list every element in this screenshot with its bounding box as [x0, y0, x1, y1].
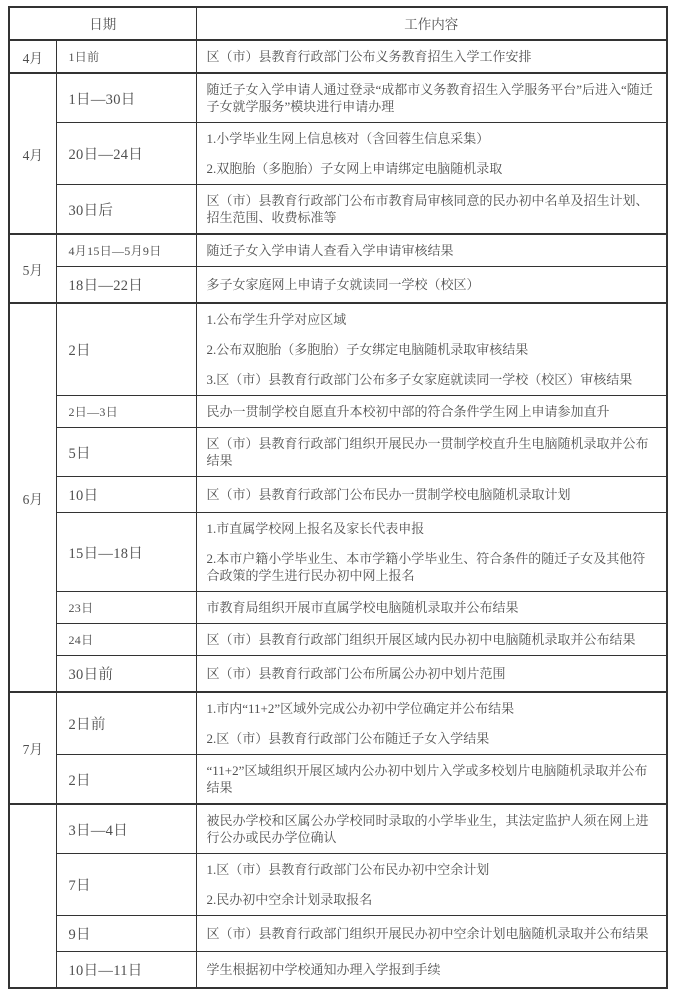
content-item: 1.市内“11+2”区域外完成公办初中学位确定并公布结果: [206, 701, 515, 716]
month-cell: [9, 804, 56, 988]
date-cell: 2日前: [56, 692, 196, 755]
table-row: [9, 624, 667, 656]
table-row: [9, 234, 667, 267]
date-cell: 15日—18日: [56, 513, 196, 592]
content-item: 1.市直属学校网上报名及家长代表申报: [206, 521, 425, 536]
date-cell: 24日: [56, 624, 196, 656]
content-item: 区（市）县教育行政部门公布民办一贯制学校电脑随机录取计划: [206, 487, 571, 502]
table-row: [9, 592, 667, 624]
table-row: [9, 185, 667, 235]
content-item: 2.民办初中空余计划录取报名: [206, 892, 373, 907]
content-item: 2.公布双胞胎（多胞胎）子女绑定电脑随机录取审核结果: [206, 342, 529, 357]
date-cell: 10日: [56, 477, 196, 513]
date-cell: 18日—22日: [56, 267, 196, 304]
date-cell: 20日—24日: [56, 123, 196, 185]
content-cell: [196, 952, 667, 989]
date-cell: 30日前: [56, 656, 196, 693]
content-cell: [196, 396, 667, 428]
month-cell: 7月: [9, 692, 56, 804]
content-cell: [196, 755, 667, 805]
table-row: [9, 73, 667, 123]
table-row: [9, 854, 667, 916]
table-row: [9, 40, 667, 73]
month-cell: 5月: [9, 234, 56, 303]
content-item: 2.本市户籍小学毕业生、本市学籍小学毕业生、符合条件的随迁子女及其他符合政策的学生进行民办初中网上报名: [206, 551, 646, 583]
content-cell: [196, 916, 667, 952]
content-cell: [196, 234, 667, 267]
content-item: 被民办学校和区属公办学校同时录取的小学毕业生，其法定监护人须在网上进行公办或民办学位确认: [206, 813, 649, 845]
content-item: “11+2”区域组织开展区域内公办初中划片入学或多校划片电脑随机录取并公布结果: [206, 763, 648, 795]
table-row: [9, 656, 667, 693]
date-cell: 2日—3日: [56, 396, 196, 428]
date-cell: 2日: [56, 303, 196, 396]
date-cell: 2日: [56, 755, 196, 805]
content-item: 1.区（市）县教育行政部门公布民办初中空余计划: [206, 862, 490, 877]
content-item: 随迁子女入学申请人查看入学申请审核结果: [206, 243, 454, 258]
header-row: [9, 7, 667, 40]
header-content-column: 工作内容: [196, 7, 667, 40]
content-item: 区（市）县教育行政部门公布市教育局审核同意的民办初中名单及招生计划、招生范围、收费标准等: [206, 193, 649, 225]
table-row: [9, 428, 667, 477]
content-item: 市教育局组织开展市直属学校电脑随机录取并公布结果: [206, 600, 519, 615]
content-item: 2.区（市）县教育行政部门公布随迁子女入学结果: [206, 731, 490, 746]
content-item: 区（市）县教育行政部门公布所属公办初中划片范围: [206, 666, 506, 681]
content-item: 区（市）县教育行政部门组织开展区域内民办初中电脑随机录取并公布结果: [206, 632, 636, 647]
content-item: 2.双胞胎（多胞胎）子女网上申请绑定电脑随机录取: [206, 161, 503, 176]
date-cell: 30日后: [56, 185, 196, 235]
date-cell: 1日前: [56, 40, 196, 73]
date-cell: 4月15日—5月9日: [56, 234, 196, 267]
table-row: [9, 692, 667, 755]
content-cell: [196, 854, 667, 916]
table-row: [9, 267, 667, 304]
content-cell: [196, 73, 667, 123]
content-cell: [196, 477, 667, 513]
content-cell: [196, 656, 667, 693]
month-cell: 6月: [9, 303, 56, 692]
table-row: [9, 804, 667, 854]
content-item: 区（市）县教育行政部门公布义务教育招生入学工作安排: [206, 49, 532, 64]
content-cell: [196, 592, 667, 624]
content-item: 随迁子女入学申请人通过登录“成都市义务教育招生入学服务平台”后进入“随迁子女就学服务”模块进行申请办理: [206, 82, 653, 114]
schedule-table: [8, 6, 668, 989]
content-cell: [196, 303, 667, 396]
content-item: 1.小学毕业生网上信息核对（含回蓉生信息采集）: [206, 131, 490, 146]
content-cell: [196, 804, 667, 854]
content-item: 区（市）县教育行政部门组织开展民办初中空余计划电脑随机录取并公布结果: [206, 926, 649, 941]
table-row: [9, 477, 667, 513]
content-cell: [196, 40, 667, 73]
header-date-column: 日期: [9, 7, 196, 40]
month-cell: 4月: [9, 73, 56, 234]
date-cell: 7日: [56, 854, 196, 916]
content-cell: [196, 123, 667, 185]
content-cell: [196, 267, 667, 304]
content-item: 3.区（市）县教育行政部门公布多子女家庭就读同一学校（校区）审核结果: [206, 372, 633, 387]
date-cell: 10日—11日: [56, 952, 196, 989]
month-cell: 4月: [9, 40, 56, 73]
date-cell: 3日—4日: [56, 804, 196, 854]
date-cell: 1日—30日: [56, 73, 196, 123]
content-item: 1.公布学生升学对应区域: [206, 312, 347, 327]
date-cell: 9日: [56, 916, 196, 952]
table-row: [9, 123, 667, 185]
content-item: 民办一贯制学校自愿直升本校初中部的符合条件学生网上申请参加直升: [206, 404, 610, 419]
table-row: [9, 755, 667, 805]
content-item: 区（市）县教育行政部门组织开展民办一贯制学校直升生电脑随机录取并公布结果: [206, 436, 649, 468]
content-cell: [196, 513, 667, 592]
table-row: [9, 303, 667, 396]
table-row: [9, 916, 667, 952]
content-item: 学生根据初中学校通知办理入学报到手续: [206, 962, 441, 977]
table-row: [9, 952, 667, 989]
content-cell: [196, 624, 667, 656]
content-item: 多子女家庭网上申请子女就读同一学校（校区）: [206, 277, 480, 292]
content-cell: [196, 185, 667, 235]
table-row: [9, 396, 667, 428]
table-row: [9, 513, 667, 592]
content-cell: [196, 428, 667, 477]
content-cell: [196, 692, 667, 755]
date-cell: 5日: [56, 428, 196, 477]
date-cell: 23日: [56, 592, 196, 624]
